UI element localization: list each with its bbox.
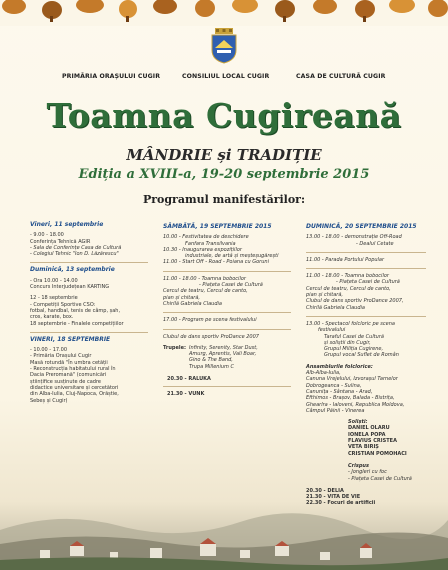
vineri-11-line: Conferința Tehnică AGIR	[30, 238, 91, 245]
duminica-bobocilor-line: Clubul de dans sportiv ProDance 2007,	[306, 298, 404, 305]
duminica-13-line: Concurs Interjudețean KARTING	[30, 284, 110, 291]
solisti-label: Soliști:	[348, 419, 368, 426]
header-casa-de-cultura: CASA DE CULTURĂ CUGIR	[296, 73, 386, 80]
cugir-coat-of-arms-icon	[209, 28, 239, 64]
divider	[163, 386, 291, 387]
vita-de-vie-line: 21.30 - VITA DE VIE	[306, 494, 361, 501]
trupa-line: Trupa Millenium C	[189, 363, 234, 370]
ansamblu-line: Dobrogeanca - Sulina,	[306, 382, 362, 389]
solist-name: VETA BIRIȘ	[348, 444, 379, 451]
sports-block	[30, 295, 148, 326]
festival-subtitle: MÂNDRIE și TRADIȚIE	[126, 146, 322, 164]
vineri-18-line: Masă rotundă "În umbra cetății	[30, 359, 108, 366]
offroad-block	[306, 234, 426, 247]
vineri-18-line: - Primăria Orașului Cugir	[30, 353, 92, 360]
ansambluri-block	[306, 370, 426, 414]
prodance-line: Clubul de dans sportiv ProDance 2007	[163, 333, 259, 340]
sambata-bobocilor-block	[163, 276, 291, 307]
trupele-label: Trupele:	[163, 344, 186, 351]
sambata-block	[163, 234, 291, 265]
ansamblu-line: Alb-Alba-Iulia,	[306, 370, 341, 377]
spectacol-line: Grupul Miliția Cugirene,	[324, 346, 384, 353]
divider	[163, 271, 291, 272]
duminica-bobocilor-line: 11.00 - 18.00 - Toamna bobocilor	[306, 273, 389, 280]
sambata-bobocilor-line: Cercul de teatru, Cercul de canto,	[163, 288, 248, 295]
delia-line: 20.30 - DELIA	[306, 487, 344, 494]
spectacol-line: Grupul vocal Suflet de Român	[324, 352, 399, 359]
day-heading-duminica-20: DUMINICĂ, 20 SEPTEMBRIE 2015	[306, 223, 417, 230]
day-heading-duminica-13: Duminică, 13 septembrie	[30, 266, 115, 274]
duminica-13-block	[30, 278, 148, 291]
ansamblu-line: Câmpul Păinii - Vinerea	[306, 407, 365, 414]
crispus-block	[306, 463, 426, 482]
sambata-bobocilor-line: Chirilă Gabriela Claudia	[163, 300, 222, 307]
vineri-18-block	[30, 347, 148, 404]
vineri-11-line: - 9.00 - 18.00	[30, 232, 64, 239]
header-consiliu: CONSILIUL LOCAL CUGIR	[182, 73, 270, 80]
solist-name: DANIEL OLARU	[348, 425, 390, 432]
duminica-13-line: - Ora 10.00 - 14.00	[30, 277, 78, 284]
header-primaria: PRIMĂRIA ORAȘULUI CUGIR	[62, 73, 161, 80]
artificii-line: 22.30 - Focuri de artificii	[306, 500, 376, 507]
spectacol-line: festivalului	[318, 327, 346, 334]
sambata-line: industriale, de artă și meșteșugărești	[185, 253, 279, 260]
parada-line: 11.00 - Parada Portului Popular	[306, 256, 385, 263]
ansamblu-line: Canunița - Sântana - Arad,	[306, 388, 373, 395]
sports-line: - Competiții Sportive CSO:	[30, 301, 96, 308]
day-heading-vineri-18: VINERI, 18 SEPTEMBRIE	[30, 335, 111, 343]
trupa-line: Amurg, Aprentis, Vali Boar,	[189, 351, 257, 358]
divider	[163, 312, 291, 313]
crispus-label: Crispus	[348, 462, 369, 469]
trupa-line: Infinity, Serenity, Star Dust,	[189, 344, 258, 351]
right-column	[306, 224, 426, 507]
spectacol-line: și soliștii din Cugir,	[324, 339, 371, 346]
autumn-leaves-decoration	[0, 0, 448, 26]
sambata-line: 11.00 - Start Off - Road - Poiana cu Goruni	[163, 259, 269, 266]
ansamblu-line: Canuna Vrejelului, Izvorașul Tarnelor	[306, 376, 398, 383]
sambata-line: Fanfara Transilvania	[185, 240, 236, 247]
vineri-11-block	[30, 232, 148, 257]
ansambluri-label: Ansamblurile folclorice:	[306, 363, 373, 370]
duminica-bobocilor-line: pian și chitară,	[306, 292, 344, 299]
sambata-bobocilor-line: - Piațeta Casei de Cultură	[199, 282, 263, 289]
offroad-line: - Dealul Cetate	[356, 240, 394, 247]
sambata-line: 10.00 - Festivitatea de deschidere	[163, 234, 249, 241]
divider	[306, 268, 426, 269]
festival-title: Toamna Cugireană	[46, 96, 402, 135]
middle-column	[163, 224, 291, 398]
day-heading-vineri-11: Vineri, 11 septembrie	[30, 221, 104, 228]
sambata-line: 10.30 - Inaugurarea expozițiilor	[163, 246, 242, 253]
program-scena: 17.00 - Program pe scena festivalului	[163, 317, 257, 324]
vineri-18-line: didactice universitare și cercetători	[30, 384, 119, 391]
divider	[163, 329, 291, 330]
divider	[30, 332, 148, 333]
vineri-11-line: - Colegiul Tehnic "Ion D. Lăzărescu"	[30, 251, 119, 258]
duminica-bobocilor-block	[306, 273, 426, 311]
duminica-bobocilor-line: Cercul de teatru, Cercul de canto,	[306, 285, 391, 292]
spectacol-block	[306, 321, 426, 359]
festival-edition: Ediția a XVIII-a, 19-20 septembrie 2015	[78, 167, 370, 182]
crispus-line: - Jongleri cu foc	[348, 469, 387, 476]
divider	[30, 262, 148, 263]
trupele-block	[163, 345, 291, 370]
vunk-line: 21.30 - VUNK	[167, 391, 205, 398]
raluka-line: 20.30 - RALUKA	[167, 376, 211, 383]
ansamblu-line: Ghearlra - Ialoveni, Republica Moldova,	[306, 401, 405, 408]
vineri-18-line: științifice susținute de cadre	[30, 378, 101, 385]
solist-name: IONELA POPA	[348, 431, 386, 438]
sambata-bobocilor-line: 11.00 - 18.00 - Toamna bobocilor	[163, 275, 246, 282]
trupa-line: Gino & The Band,	[189, 357, 233, 364]
ansamblu-line: Efthimos - Brașov, Balada - Bistrița,	[306, 395, 395, 402]
day-heading-sambata-19: SÂMBĂTĂ, 19 SEPTEMBRIE 2015	[163, 223, 272, 230]
program-heading: Programul manifestărilor:	[142, 193, 306, 206]
divider	[306, 316, 426, 317]
trupele-list	[189, 345, 258, 370]
divider	[306, 252, 426, 253]
sports-line: fotbal, handbal, tenis de câmp, șah,	[30, 307, 121, 314]
solist-name: CRISTIAN POMOHACI	[348, 450, 407, 457]
vineri-18-line: - 10.00 - 17.00	[30, 347, 68, 354]
sports-line: 18 septembrie - Finalele competițiilor	[30, 320, 124, 327]
sports-line: cros, karate, box.	[30, 314, 74, 321]
solist-name: FLAVIUS CRISTEA	[348, 438, 397, 445]
sports-line: 12 - 18 septembrie	[30, 295, 78, 302]
crispus-line: - Piațeta Casei de Cultură	[348, 475, 412, 482]
solisti-block	[306, 419, 426, 457]
vineri-18-line: - Reconstrucția habitatului rural în	[30, 366, 116, 373]
left-column	[30, 222, 148, 409]
town-panorama-image	[0, 500, 448, 570]
spectacol-line: Taraful Casei de Cultură	[324, 333, 384, 340]
sambata-bobocilor-line: pian și chitară,	[163, 294, 201, 301]
spectacol-line: 13.00 - Spectacol folcloric pe scena	[306, 320, 395, 327]
vineri-18-line: Sebeș și Cugir)	[30, 397, 68, 404]
vineri-18-line: Dacia Preromană" (comunicări	[30, 372, 107, 379]
duminica-bobocilor-line: Chirilă Gabriela Claudia	[306, 304, 365, 311]
offroad-line: 13.00 - 18.00 - demonstrație Off-Road	[306, 234, 402, 241]
duminica-bobocilor-line: - Piațeta Casei de Cultură	[336, 279, 400, 286]
vineri-11-line: - Sala de Conferințe Casa de Cultură	[30, 244, 122, 251]
vineri-18-line: din Alba-Iulia, Cluj-Napoca, Orăștie,	[30, 391, 119, 398]
